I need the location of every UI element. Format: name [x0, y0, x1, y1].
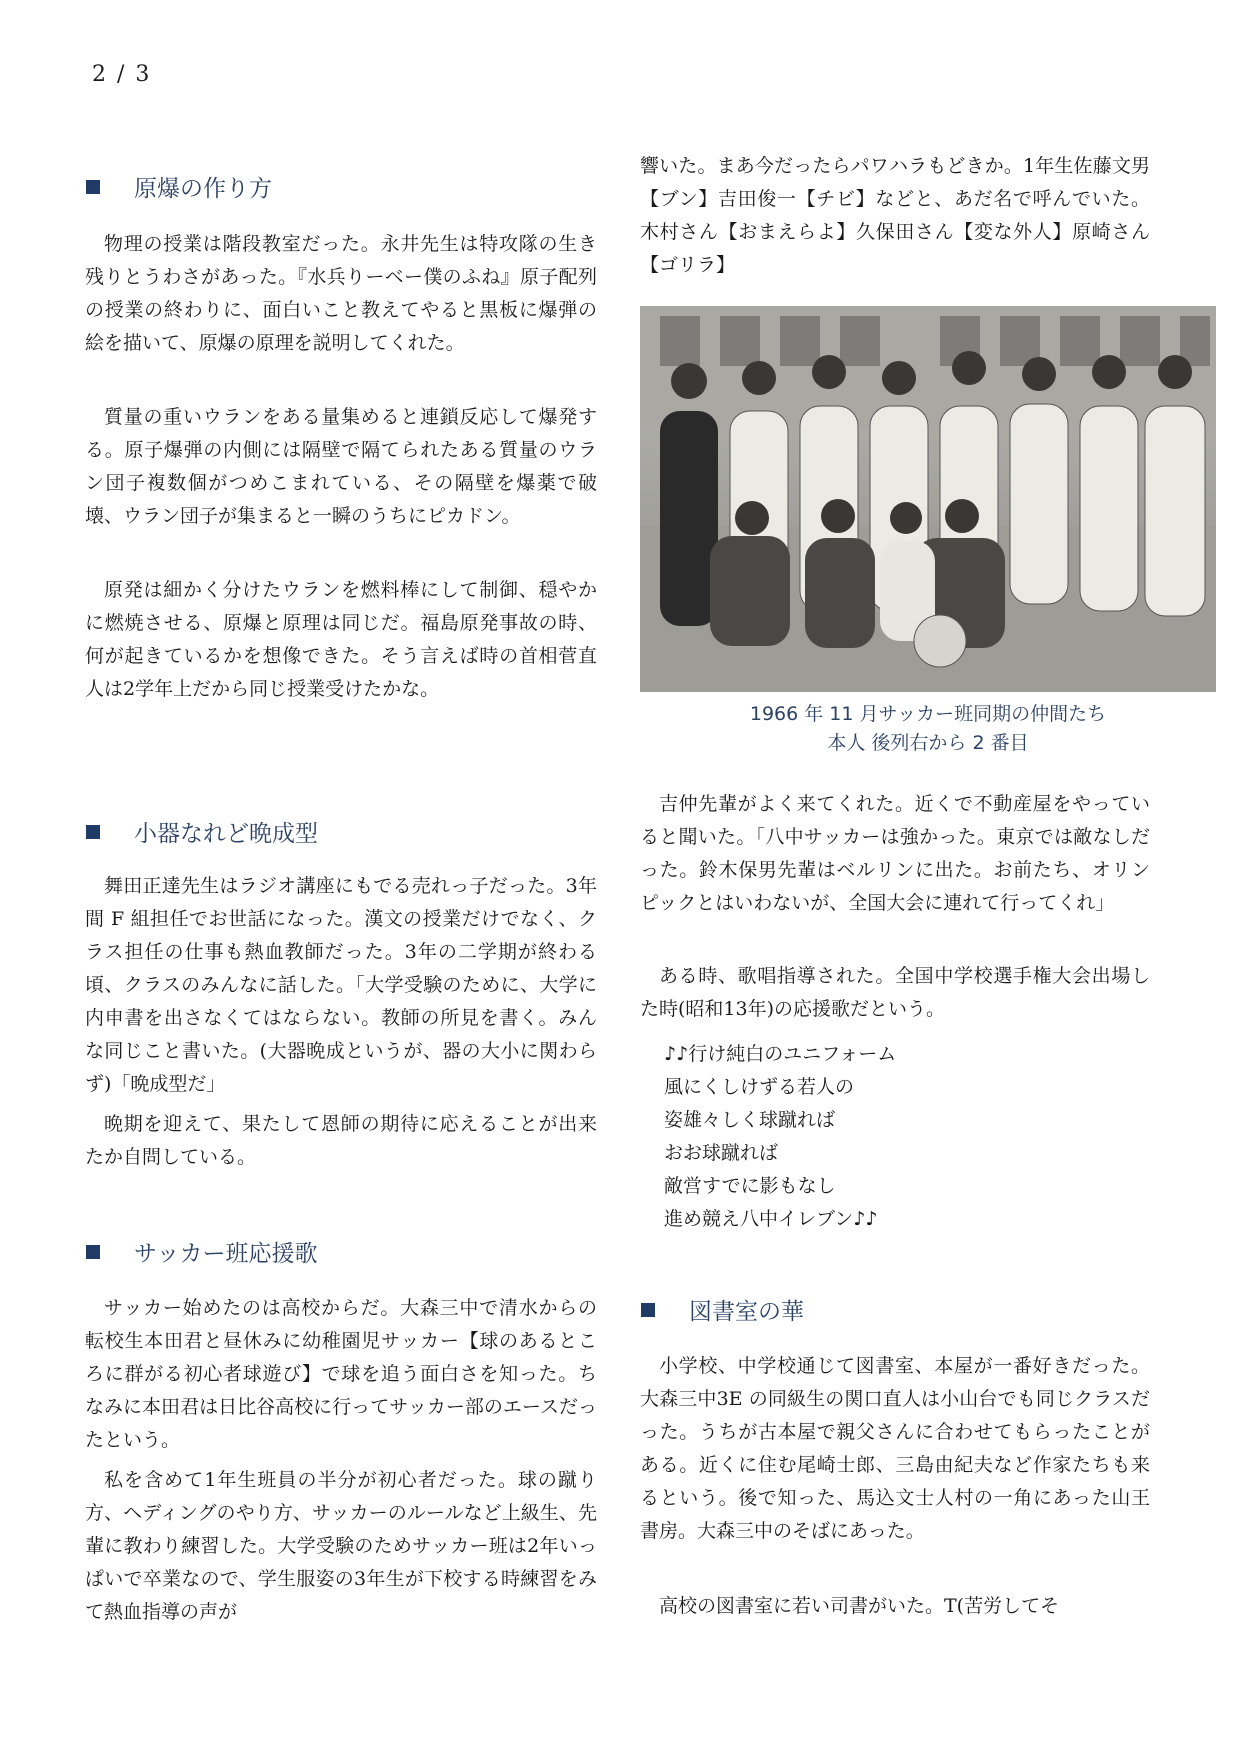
paragraph: 吉仲先輩がよく来てくれた。近くで不動産屋をやっていると聞いた。「八中サッカーは強かった。東京では敵なしだった。鈴木保男先輩はベルリンに出た。お前たち、オリンピックとはいわないが、全国大会に連れて行ってくれ」: [640, 793, 1150, 914]
paragraph: 質量の重いウランをある量集めると連鎖反応して爆発する。原子爆弾の内側には隔壁で隔てられたある質量のウラン団子複数個がつめこまれている、その隔壁を爆薬で破壊、ウラン団子が集まると一瞬のうちにピカドン。: [85, 406, 597, 527]
song-line: 姿雄々しく球蹴れば: [664, 1109, 836, 1131]
paragraph: 物理の授業は階段教室だった。永井先生は特攻隊の生き残りとうわさがあった。『水兵りーベー僕のふね』原子配列の授業の終わりに、面白いこと教えてやると黒板に爆弾の絵を描いて、原爆の原理を説明してくれた。: [85, 233, 597, 354]
section-heading-text: 小器なれど晩成型: [134, 821, 318, 847]
square-bullet-icon: [641, 1303, 655, 1317]
photo-caption-line1: 1966 年 11 月サッカー班同期の仲間たち: [749, 703, 1107, 725]
page-number: 2 / 3: [92, 62, 152, 87]
photo-caption-line2: 本人 後列右から 2 番目: [827, 732, 1029, 754]
section-heading-soccer: [85, 1235, 318, 1268]
song-line: 敵営すでに影もなし: [664, 1175, 836, 1197]
section-heading-library: [640, 1293, 804, 1326]
song-line: おお球蹴れば: [664, 1142, 779, 1164]
song-lyrics: [664, 1038, 896, 1236]
section-heading-text: 図書室の華: [689, 1299, 804, 1325]
paragraph: サッカー始めたのは高校からだ。大森三中で清水からの転校生本田君と昼休みに幼稚園児サッカー【球のあるところに群がる初心者球遊び】で球を追う面白さを知った。ちなみに本田君は日比谷高校に行ってサッカー部のエースだったという。: [85, 1297, 597, 1451]
section-heading-genbaku: [85, 170, 272, 203]
section-heading-text: 原爆の作り方: [134, 176, 272, 202]
paragraph-continuation: 響いた。まあ今だったらパワハラもどきか。1年生佐藤文男【ブン】吉田俊一【チビ】などと、あだ名で呼んでいた。木村さん【おまえらよ】久保田さん【変な外人】原崎さん【ゴリラ】: [640, 155, 1150, 276]
paragraph: 舞田正達先生はラジオ講座にもでる売れっ子だった。3年間 F 組担任でお世話になった。漢文の授業だけでなく、クラス担任の仕事も熱血教師だった。3年の二学期が終わる頃、クラスのみんなに話した。「大学受験のために、大学に内申書を出さなくてはならない。教師の所見を書く。みんな同じこと書いた。(大器晩成というが、器の大小に関わらず)「晩成型だ」: [85, 875, 597, 1095]
section-heading-shouki: [85, 815, 318, 848]
paragraph: ある時、歌唱指導された。全国中学校選手権大会出場した時(昭和13年)の応援歌だという。: [640, 965, 1150, 1020]
photo-caption: [640, 700, 1216, 758]
song-line: 風にくしけずる若人の: [664, 1076, 855, 1098]
paragraph: 私を含めて1年生班員の半分が初心者だった。球の蹴り方、ヘディングのやり方、サッカーのルールなど上級生、先輩に教わり練習した。大学受験のためサッカー班は2年いっぱいで卒業なので、学生服姿の3年生が下校する時練習をみて熱血指導の声が: [85, 1469, 597, 1623]
team-photo: [640, 306, 1216, 692]
paragraph: 晩期を迎えて、果たして恩師の期待に応えることが出来たか自問している。: [85, 1113, 597, 1168]
paragraph: 高校の図書室に若い司書がいた。T(苦労してそ: [659, 1595, 1060, 1617]
team-photo-illustration: [640, 306, 1216, 692]
paragraph: 原発は細かく分けたウランを燃料棒にして制御、穏やかに燃焼させる、原爆と原理は同じだ。福島原発事故の時、何が起きているかを想像できた。そう言えば時の首相菅直人は2学年上だから同じ授業受けたかな。: [85, 579, 597, 700]
square-bullet-icon: [86, 180, 100, 194]
song-line: ♪♪行け純白のユニフォーム: [664, 1043, 897, 1065]
song-line: 進め競え八中イレブン♪♪: [664, 1208, 878, 1230]
paragraph: 小学校、中学校通じて図書室、本屋が一番好きだった。大森三中3E の同級生の関口直人は小山台でも同じクラスだった。うちが古本屋で親父さんに合わせてもらったことがある。近くに住む尾崎士郎、三島由紀夫など作家たちも来るという。後で知った、馬込文士人村の一角にあった山王書房。大森三中のそばにあった。: [640, 1355, 1150, 1542]
section-heading-text: サッカー班応援歌: [134, 1241, 318, 1267]
square-bullet-icon: [86, 1245, 100, 1259]
square-bullet-icon: [86, 825, 100, 839]
